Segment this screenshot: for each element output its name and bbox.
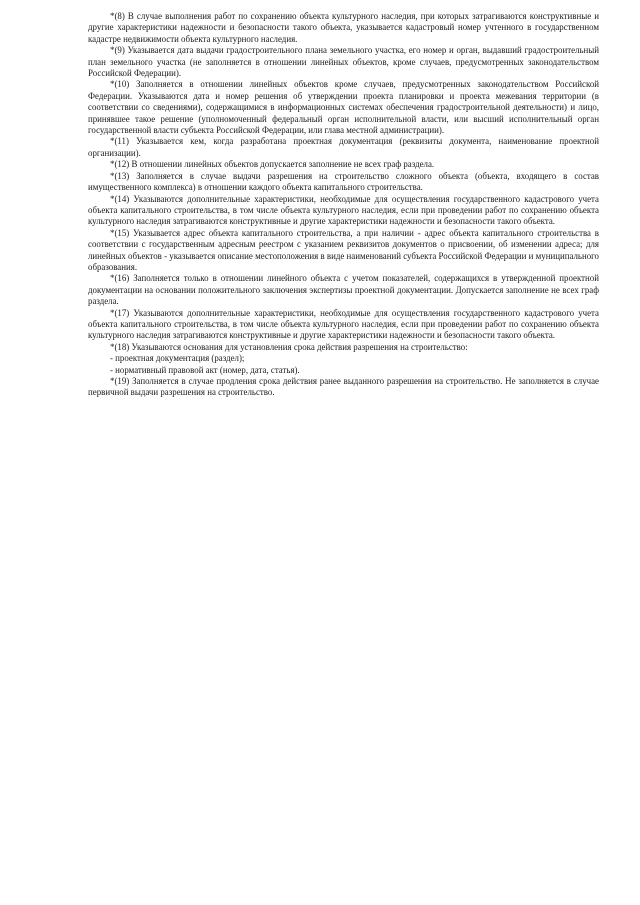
footnote-11: *(11) Указывается кем, когда разработана проектная документация (реквизиты документа, наименование проектной организации).	[88, 136, 599, 158]
footnote-10: *(10) Заполняется в отношении линейных объектов кроме случаев, предусмотренных законодательством Российской Федерации. Указываются дата и номер решения об утверждении проекта планировки и проекта межевания территории (в соответствии со сведениями), содержащимися в информационных системах обеспечения градостроительной деятельности) и лицо, принявшее такое решение (уполномоченный федеральный орган исполнительной власти, или высший исполнительный орган государственной власти субъекта Российской Федерации, или глава местной администрации).	[88, 79, 599, 136]
footnote-18: *(18) Указываются основания для установления срока действия разрешения на строительство:	[110, 341, 468, 352]
footnote-12: *(12) В отношении линейных объектов допускается заполнение не всех граф раздела.	[110, 159, 435, 170]
footnote-16: *(16) Заполняется только в отношении линейного объекта с учетом показателей, содержащихся в утвержденной проектной документации на основании положительного заключения экспертизы проектной документации. Допускается заполнение не всех граф раздела.	[88, 273, 599, 307]
footnote-19: *(19) Заполняется в случае продления срока действия ранее выданного разрешения на строительство. Не заполняется в случае первичной выдачи разрешения на строительство.	[88, 376, 599, 398]
footnote-14: *(14) Указываются дополнительные характеристики, необходимые для осуществления государственного кадастрового учета объекта капитального строительства, в том числе объекта культурного наследия, если при проведении работ по сохранению объекта культурного наследия затрагиваются конструктивные и другие характеристики надежности и безопасности такого объекта.	[88, 193, 599, 227]
footnote-18-item-project-docs: - проектная документация (раздел);	[110, 353, 245, 364]
footnote-15: *(15) Указывается адрес объекта капитального строительства, а при наличии - адрес объекта капитального строительства в соответствии с государственным адресным реестром с указанием реквизитов документов о присвоении, об изменении адреса; для линейных объектов - указывается описание местоположения в виде наименований субъекта Российской Федерации и муниципального образования.	[88, 227, 599, 272]
footnote-17: *(17) Указываются дополнительные характеристики, необходимые для осуществления государственного кадастрового учета объекта капитального строительства, в том числе объекта культурного наследия, если при проведении работ по сохранению объекта культурного наследия затрагиваются конструктивные и другие характеристики надежности и безопасности такого объекта.	[88, 307, 599, 341]
footnote-13: *(13) Заполняется в случае выдачи разрешения на строительство сложного объекта (объекта, входящего в состав имущественного комплекса) в отношении каждого объекта капитального строительства.	[88, 170, 599, 193]
footnote-8: *(8) В случае выполнения работ по сохранению объекта культурного наследия, при которых затрагиваются конструктивные и другие характеристики надежности и безопасности такого объекта, указывается кадастровый номер учтенного в государственном кадастре недвижимости объекта культурного наследия.	[88, 11, 599, 44]
footnote-9: *(9) Указывается дата выдачи градостроительного плана земельного участка, его номер и орган, выдавший градостроительный план земельного участка (не заполняется в отношении линейных объектов, кроме случаев, предусмотренных законодательством Российской Федерации).	[88, 45, 599, 79]
footnote-18-item-legal-act: - нормативный правовой акт (номер, дата, статья).	[110, 364, 300, 375]
